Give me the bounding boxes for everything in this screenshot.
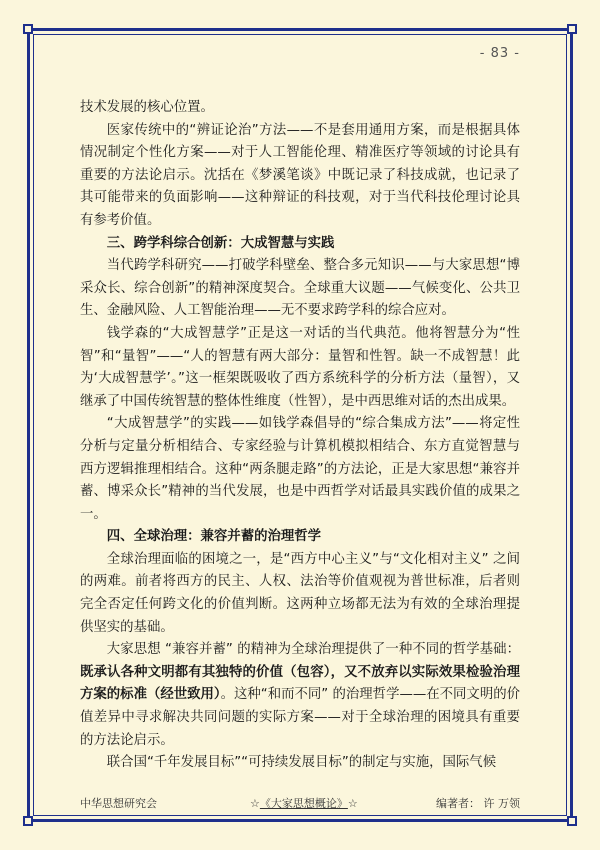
paragraph: 医家传统中的“辨证论治”方法——不是套用通用方案，而是根据具体情况制定个性化方案——对于人工智能伦理、精准医疗等领域的讨论具有重要的方法论启示。沈括在《梦溪笔谈》中既记录了科技成就，也记录了其可能带来的负面影响——这种辩证的科技观，对于当代科技伦理讨论具有参考价值。 xyxy=(80,122,520,228)
section-heading: 三、跨学科综合创新：大成智慧与实践 xyxy=(106,235,335,251)
footer-author: 编著者： 许 万领 xyxy=(436,797,520,810)
paragraph-run: 。这种“和而不同” 的治理哲学——在不同文明的价值差异中寻求解决共同问题的实际方案——对于全球治理的困境具有重要的方法论启示。 xyxy=(80,687,520,748)
page-footer xyxy=(80,795,520,813)
paragraph: 联合国“千年发展目标”“可持续发展目标”的制定与实施，国际气候 xyxy=(106,755,497,771)
border-corner-bottom-left xyxy=(23,816,33,826)
paragraph: 全球治理面临的困境之一，是“西方中心主义”与“文化相对主义” 之间的两难。前者将西方的民主、人权、法治等价值观视为普世标准，后者则完全否定任何跨文化的价值判断。这两种立场都无法为有效的全球治理提供坚实的基础。 xyxy=(80,551,520,635)
border-corner-top-right xyxy=(567,24,577,34)
footer-organization: 中华思想研究会 xyxy=(80,797,157,810)
border-corner-top-left xyxy=(23,24,33,34)
bold-emphasis: 既承认各种文明都有其独特的价值（包容），又不放弃以实际效果检验治理方案的标准（经世致用） xyxy=(80,664,520,703)
book-title: 《大家思想概论》 xyxy=(259,797,348,810)
paragraph: 当代跨学科研究——打破学科壁垒、整合多元知识——与大家思想“博采众长、综合创新”的精神深度契合。全球重大议题——气候变化、公共卫生、金融风险、人工智能治理——无不要求跨学科的综合应对。 xyxy=(80,258,520,319)
section-heading: 四、全球治理：兼容并蓄的治理哲学 xyxy=(106,529,322,545)
border-corner-bottom-right xyxy=(567,816,577,826)
star-icon: ☆ xyxy=(250,797,260,810)
paragraph: 钱学森的“大成智慧学”正是这一对话的当代典范。他将智慧分为“性智”和“量智”——“人的智慧有两大部分：量智和性智。缺一不成智慧！此为‘大成智慧学’。”这一框架既吸收了西方系统科学的分析方法（量智），又继承了中国传统智慧的整体性维度（性智），是中西思维对话的杰出成果。 xyxy=(80,325,520,409)
page-number: - 83 - xyxy=(479,46,520,61)
paragraph: “大成智慧学”的实践——如钱学森倡导的“综合集成方法”——将定性分析与定量分析相结合、专家经验与计算机模拟相结合、东方直觉智慧与西方逻辑推理相结合。这种“两条腿走路”的方法论，正是大家思想“兼容并蓄、博采众长”精神的当代发展，也是中西哲学对话最具实践价值的成果之一。 xyxy=(80,416,520,522)
body-text xyxy=(80,97,520,775)
footer-book-title xyxy=(250,795,358,811)
paragraph-run: 大家思想 “兼容并蓄” 的精神为全球治理提供了一种不同的哲学基础： xyxy=(106,642,520,658)
paragraph: 技术发展的核心位置。 xyxy=(80,100,214,115)
paragraph xyxy=(80,639,520,752)
star-icon: ☆ xyxy=(347,797,358,810)
